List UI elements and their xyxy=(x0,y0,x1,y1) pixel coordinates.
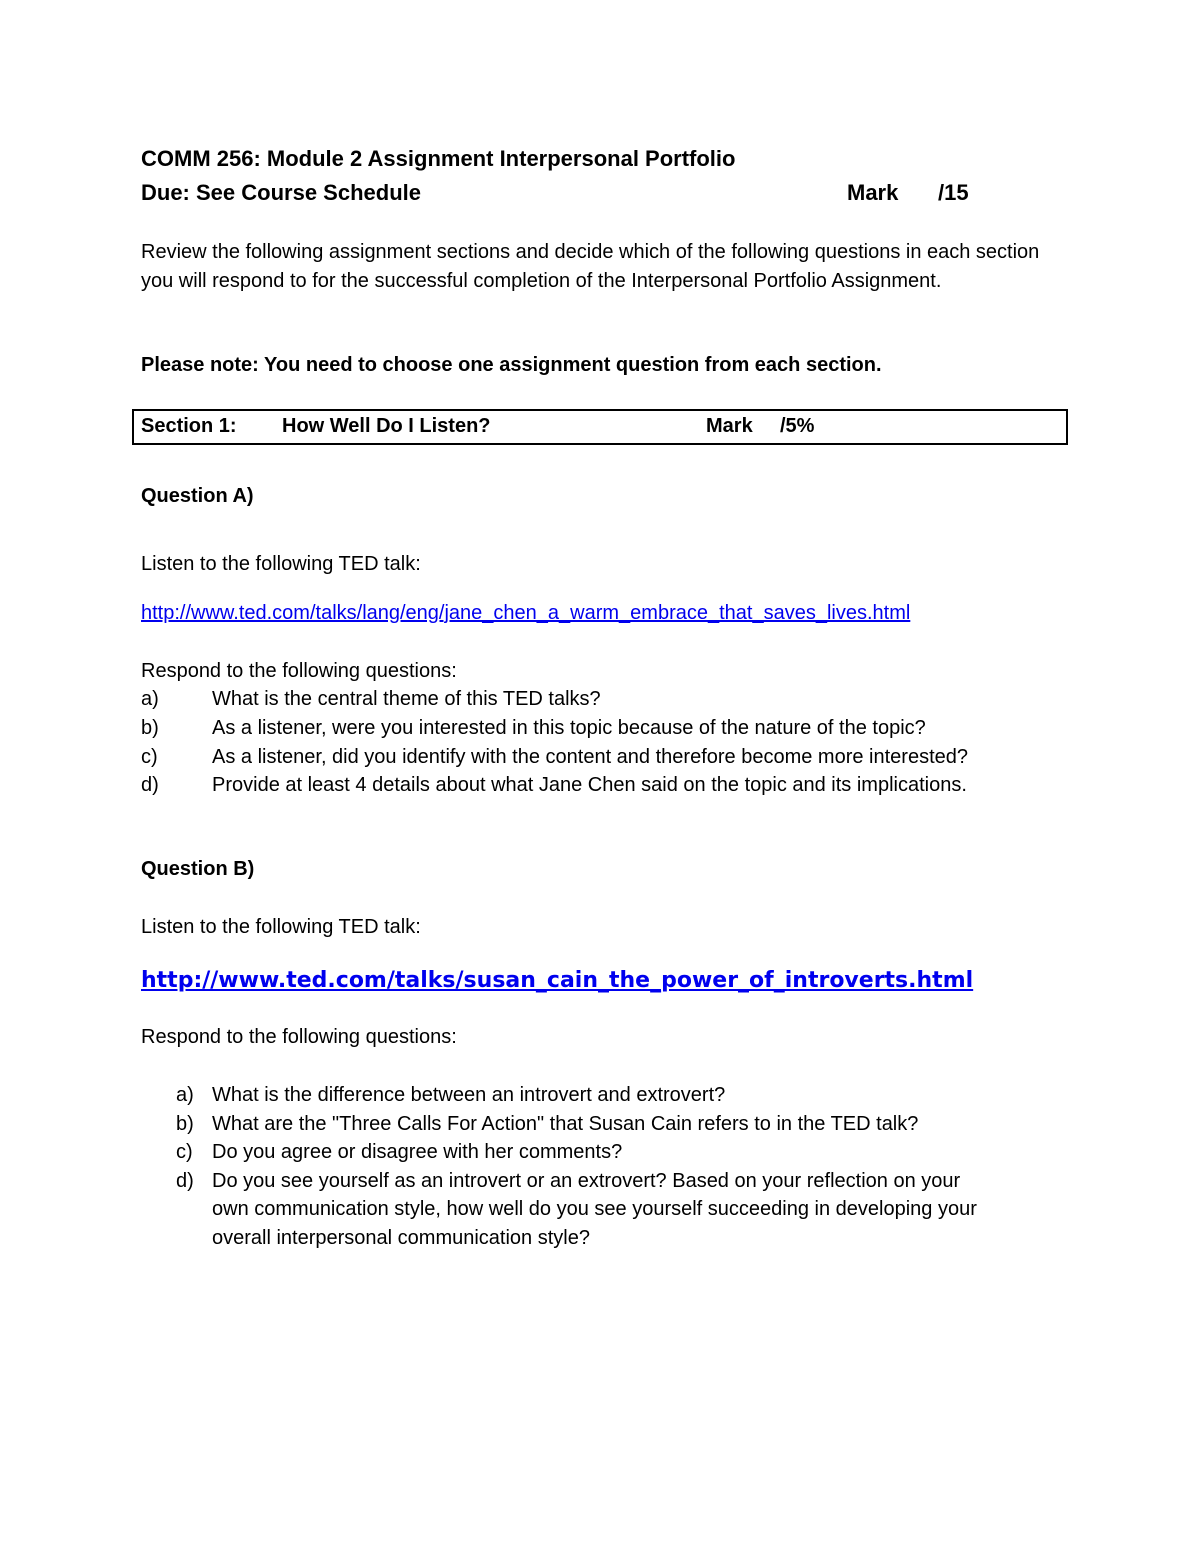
list-marker: c) xyxy=(176,1141,193,1163)
list-marker: d) xyxy=(176,1170,194,1192)
question-a-ted-link[interactable]: http://www.ted.com/talks/lang/eng/jane_chen_a_warm_embrace_that_saves_lives.html xyxy=(141,602,911,624)
list-item-text: As a listener, did you identify with the content and therefore become more interested? xyxy=(212,746,968,768)
document-title: COMM 256: Module 2 Assignment Interpersonal Portfolio xyxy=(141,146,736,171)
list-marker: b) xyxy=(141,717,159,739)
section-1-mark-label: Mark xyxy=(706,415,753,437)
list-item-text: What is the difference between an introvert and extrovert? xyxy=(212,1084,726,1106)
question-a-listen-text: Listen to the following TED talk: xyxy=(141,553,421,575)
total-mark-value: /15 xyxy=(938,180,969,205)
list-item-text: What are the "Three Calls For Action" that Susan Cain refers to in the TED talk? xyxy=(212,1113,919,1135)
question-b-listen-text: Listen to the following TED talk: xyxy=(141,916,421,938)
list-marker: d) xyxy=(141,774,159,796)
list-item-continuation: own communication style, how well do you see yourself succeeding in developing your xyxy=(212,1198,977,1220)
total-mark-label: Mark xyxy=(847,180,899,205)
intro-paragraph: Review the following assignment sections and decide which of the following questions in each section you will respond to for the successful completion of the Interpersonal Portfolio Assignment. xyxy=(141,241,1040,292)
due-date: Due: See Course Schedule xyxy=(141,180,421,205)
section-1-mark-value: /5% xyxy=(780,415,815,437)
list-item-text: Do you agree or disagree with her comments? xyxy=(212,1141,623,1163)
section-1-title: How Well Do I Listen? xyxy=(282,415,491,437)
section-1-header-box xyxy=(132,409,1068,445)
choice-note: Please note: You need to choose one assignment question from each section. xyxy=(141,354,882,376)
list-marker: a) xyxy=(141,688,159,710)
list-marker: b) xyxy=(176,1113,194,1135)
list-item-text: Provide at least 4 details about what Jane Chen said on the topic and its implications. xyxy=(212,774,967,796)
question-a-heading: Question A) xyxy=(141,485,254,507)
list-marker: a) xyxy=(176,1084,194,1106)
list-item-text: What is the central theme of this TED talks? xyxy=(212,688,601,710)
section-1-label: Section 1: xyxy=(141,415,237,437)
list-item-continuation: overall interpersonal communication style? xyxy=(212,1227,590,1249)
question-b-ted-link[interactable]: http://www.ted.com/talks/susan_cain_the_power_of_introverts.html xyxy=(141,968,974,993)
list-item-text: As a listener, were you interested in this topic because of the nature of the topic? xyxy=(212,717,926,739)
list-marker: c) xyxy=(141,746,158,768)
list-item-text: Do you see yourself as an introvert or an extrovert? Based on your reflection on your xyxy=(212,1170,961,1192)
question-b-heading: Question B) xyxy=(141,858,255,880)
question-a-respond-text: Respond to the following questions: xyxy=(141,660,457,682)
question-b-respond-text: Respond to the following questions: xyxy=(141,1026,457,1048)
